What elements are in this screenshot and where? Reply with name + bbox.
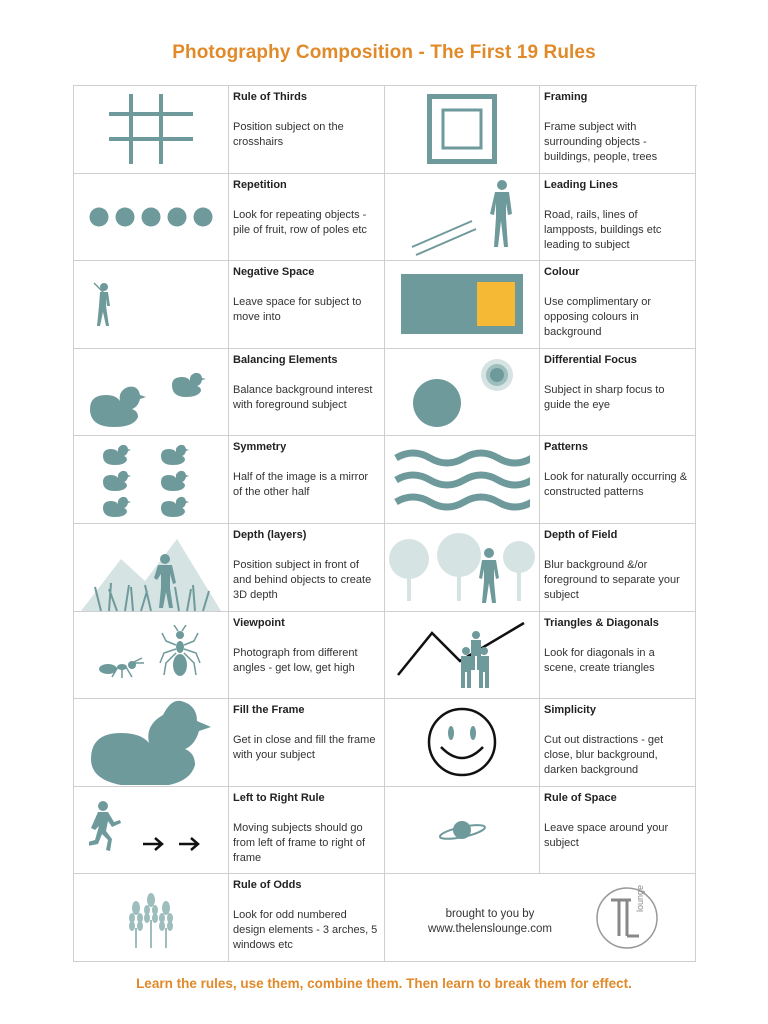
rule-text [229,612,385,700]
page-title: Photography Composition - The First 19 Rules [172,42,596,63]
frame-icon [427,94,497,164]
focus-circles-icon [407,357,517,427]
rule-illustration [385,261,540,349]
rule-desc: Look for repeating objects - pile of fruit, row of poles etc [233,208,367,236]
rule-desc: Look for odd numbered design elements - 3 arches, 5 windows etc [233,909,378,952]
rule-illustration [74,612,229,700]
table-row [74,349,697,437]
rule-desc: Moving subjects should go from left of frame to right of frame [233,821,366,864]
rule-desc: Subject in sharp focus to guide the eye [544,383,665,411]
rule-illustration [385,86,540,174]
rule-illustration [385,349,540,437]
duck-columns-icon [101,442,201,518]
rule-name: Depth (layers) [233,528,307,541]
footer-tagline: Learn the rules, use them, combine them. Then learn to break them for effect. [136,976,632,991]
rule-name: Rule of Space [544,791,617,804]
table-row [74,261,697,349]
rule-illustration [385,699,540,787]
rule-illustration [74,787,229,875]
credit-cell [385,874,696,962]
table-row [74,174,697,262]
golfer-icon [92,281,118,327]
table-row [74,86,697,174]
rule-illustration [74,436,229,524]
rule-illustration [74,86,229,174]
rule-name: Triangles & Diagonals [544,616,659,629]
rule-name: Simplicity [544,704,596,717]
rule-illustration [74,699,229,787]
ants-icon [96,625,206,685]
rule-name: Viewpoint [233,616,285,629]
rule-text [229,874,385,962]
rule-name: Left to Right Rule [233,791,325,804]
rules-table [73,85,697,962]
rule-text [540,174,696,262]
rule-name: Symmetry [233,441,287,454]
table-row [74,524,697,612]
rule-illustration [74,349,229,437]
rule-text [229,349,385,437]
trees-person-icon [387,531,537,603]
rule-text [229,261,385,349]
rule-text [540,436,696,524]
rule-text [540,699,696,787]
rule-name: Leading Lines [544,178,618,191]
rule-text [229,436,385,524]
rule-name: Depth of Field [544,528,618,541]
rule-name: Framing [544,91,588,103]
rule-desc: Look for naturally occurring & constructed patterns [544,471,688,499]
website-link[interactable]: www.thelenslounge.com [427,922,552,935]
rule-name: Balancing Elements [233,353,338,366]
rule-name: Rule of Thirds [233,91,307,103]
rule-desc: Use complimentary or opposing colours in background [544,296,651,339]
rule-name: Differential Focus [544,353,637,366]
rule-text [229,524,385,612]
rule-illustration [74,261,229,349]
rule-illustration [385,787,540,875]
rule-text [540,349,696,437]
rule-illustration [385,524,540,612]
rule-desc: Look for diagonals in a scene, create triangles [544,646,655,674]
planet-icon [437,815,487,845]
table-row [74,874,697,962]
rule-name: Negative Space [233,266,315,279]
rule-desc: Get in close and fill the frame with your subject [233,734,376,762]
rule-text [540,787,696,875]
hiker-mountains-icon [81,533,221,611]
rule-name: Repetition [233,178,287,191]
grid-icon [101,94,201,164]
rule-desc: Leave space around your subject [544,821,669,849]
rule-desc: Photograph from different angles - get low, get high [233,646,358,674]
rule-text [229,174,385,262]
credit-text [385,907,595,937]
rule-text [229,699,385,787]
waves-icon [394,448,530,512]
rule-desc: Leave space for subject to move into [233,296,362,324]
table-row [74,699,697,787]
dots-icon [89,205,213,229]
rule-name: Fill the Frame [233,704,305,717]
lens-lounge-logo [595,886,659,950]
rule-illustration [385,174,540,262]
rule-illustration [385,612,540,700]
rule-illustration [385,436,540,524]
rule-desc: Balance background interest with foreground subject [233,383,373,411]
rule-desc: Blur background &/or foreground to separate your subject [544,558,680,601]
rule-text [540,612,696,700]
credit-line: brought to you by [445,907,535,920]
rule-illustration [74,524,229,612]
big-duck-icon [89,699,213,785]
person-lines-icon [402,177,522,257]
rule-text [229,86,385,174]
rule-desc: Half of the image is a mirror of the other half [233,471,369,499]
wheat-icon [126,888,176,948]
smiley-icon [427,707,497,777]
logo-text: lounge [635,884,645,912]
table-row [74,787,697,875]
colour-block-icon [401,274,523,334]
rule-desc: Road, rails, lines of lampposts, buildings etc leading to subject [544,208,662,251]
rule-illustration [74,874,229,962]
rule-desc: Frame subject with surrounding objects - buildings, people, trees [544,121,658,163]
triangle-people-icon [394,619,530,691]
rule-desc: Position subject in front of and behind objects to create 3D depth [233,558,372,601]
rule-text [540,86,696,174]
rule-illustration [74,174,229,262]
runner-arrows-icon [89,800,213,860]
two-ducks-icon [86,357,216,427]
rule-desc: Cut out distractions - get close, blur background, darken background [544,734,664,777]
table-row [74,612,697,700]
table-row [74,436,697,524]
rule-name: Patterns [544,441,589,454]
rule-text [229,787,385,875]
rule-text [540,524,696,612]
rule-name: Rule of Odds [233,879,302,892]
rule-desc: Position subject on the crosshairs [233,121,344,148]
rule-name: Colour [544,266,580,279]
rule-text [540,261,696,349]
